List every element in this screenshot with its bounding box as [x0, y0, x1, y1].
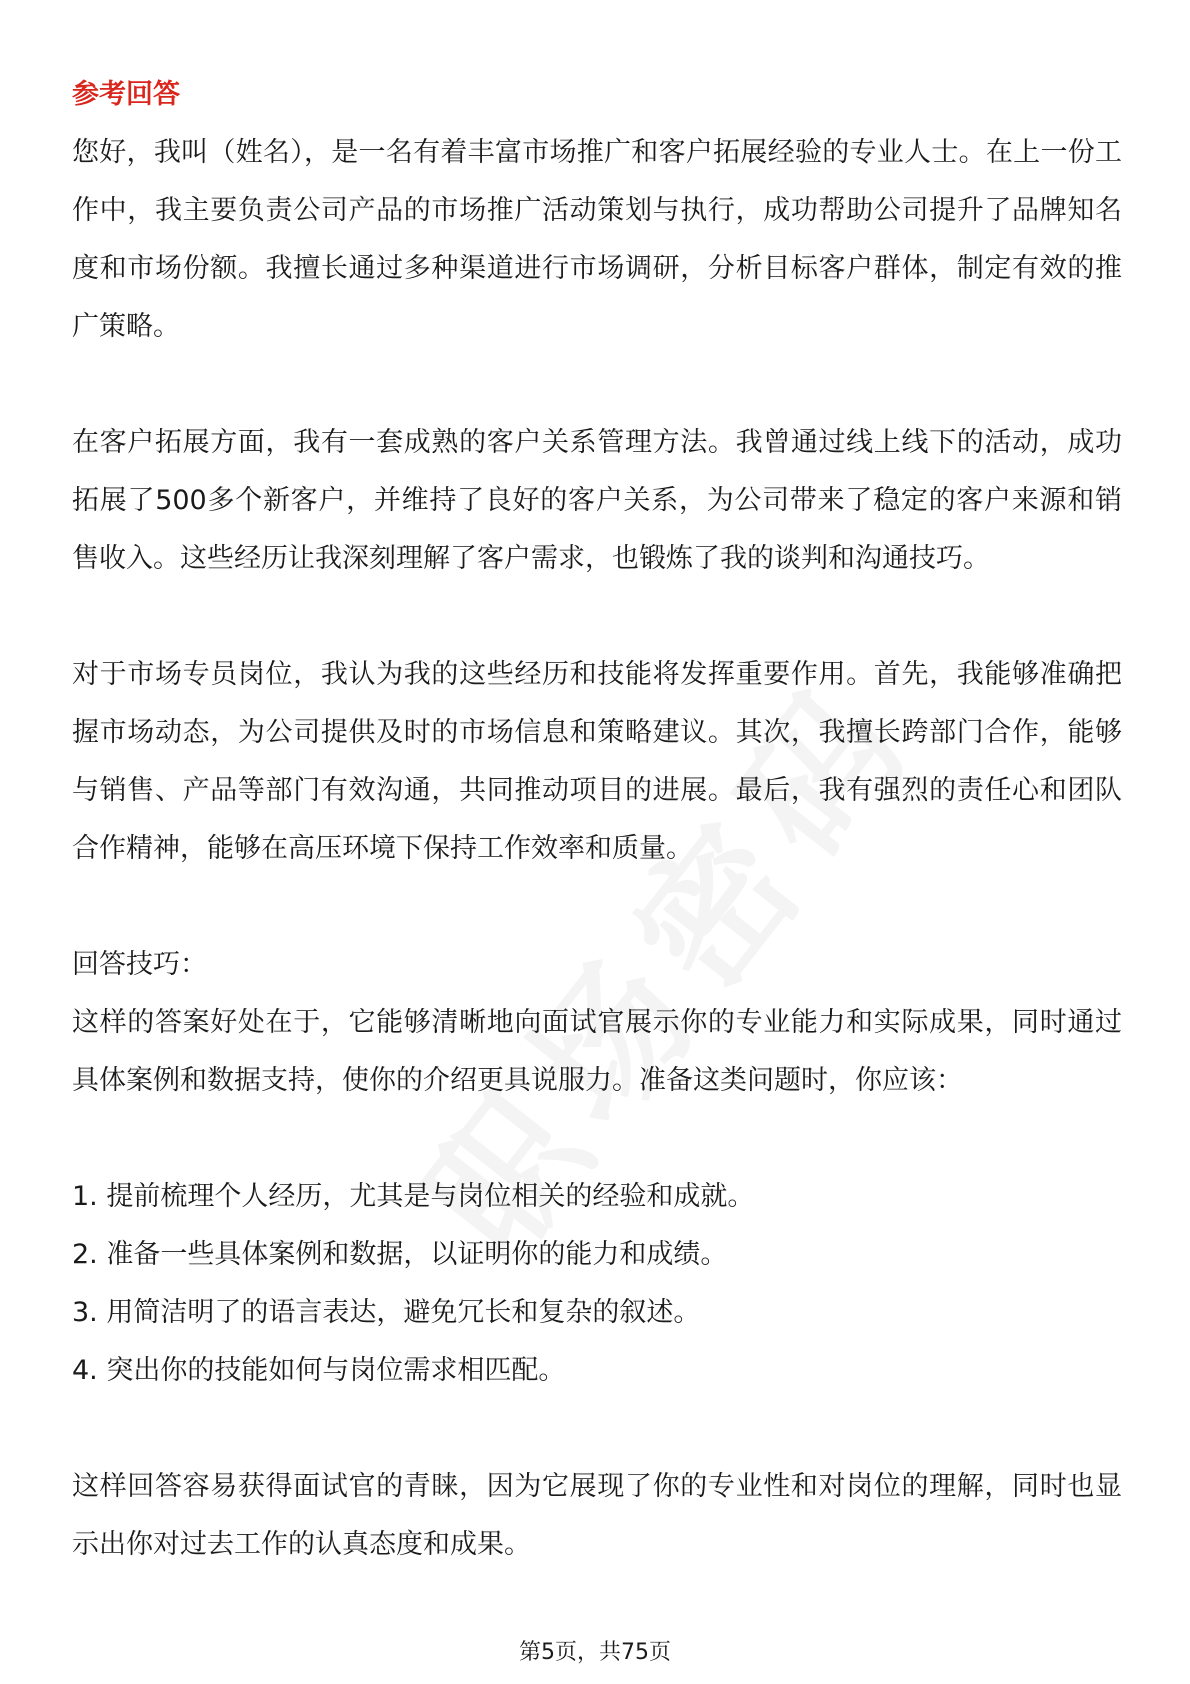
answer-paragraph-3: 对于市场专员岗位，我认为我的这些经历和技能将发挥重要作用。首先，我能够准确把握市场动态，为公司提供及时的市场信息和策略建议。其次，我擅长跨部门合作，能够与销售、产品等部门有效沟通，共同推动项目的进展。最后，我有强烈的责任心和团队合作精神，能够在高压环境下保持工作效率和质量。 — [72, 659, 1122, 864]
document-body — [72, 66, 1122, 1574]
answer-paragraph-1: 您好，我叫（姓名），是一名有着丰富市场推广和客户拓展经验的专业人士。在上一份工作中，我主要负责公司产品的市场推广活动策划与执行，成功帮助公司提升了品牌知名度和市场份额。我擅长通过多种渠道进行市场调研，分析目标客户群体，制定有效的推广策略。 — [72, 137, 1122, 342]
section-heading: 参考回答 — [72, 79, 180, 110]
list-item: 2. 准备一些具体案例和数据，以证明你的能力和成绩。 — [72, 1239, 728, 1270]
tips-intro: 这样的答案好处在于，它能够清晰地向面试官展示你的专业能力和实际成果，同时通过具体案例和数据支持，使你的介绍更具说服力。准备这类问题时，你应该： — [72, 1007, 1122, 1096]
spacer — [72, 356, 1122, 414]
list-item: 3. 用简洁明了的语言表达，避免冗长和复杂的叙述。 — [72, 1297, 701, 1328]
page-number: 第5页，共75页 — [519, 1640, 671, 1665]
spacer — [72, 588, 1122, 646]
spacer — [72, 1400, 1122, 1458]
tips-label: 回答技巧： — [72, 949, 207, 980]
spacer — [72, 878, 1122, 936]
list-item: 4. 突出你的技能如何与岗位需求相匹配。 — [72, 1355, 566, 1386]
tips-list — [72, 1168, 1122, 1400]
answer-paragraph-2: 在客户拓展方面，我有一套成熟的客户关系管理方法。我曾通过线上线下的活动，成功拓展了500多个新客户，并维持了良好的客户关系，为公司带来了稳定的客户来源和销售收入。这些经历让我深刻理解了客户需求，也锻炼了我的谈判和沟通技巧。 — [72, 427, 1122, 574]
conclusion-paragraph: 这样回答容易获得面试官的青睐，因为它展现了你的专业性和对岗位的理解，同时也显示出你对过去工作的认真态度和成果。 — [72, 1471, 1122, 1560]
spacer — [72, 1110, 1122, 1168]
list-item: 1. 提前梳理个人经历，尤其是与岗位相关的经验和成就。 — [72, 1181, 755, 1212]
